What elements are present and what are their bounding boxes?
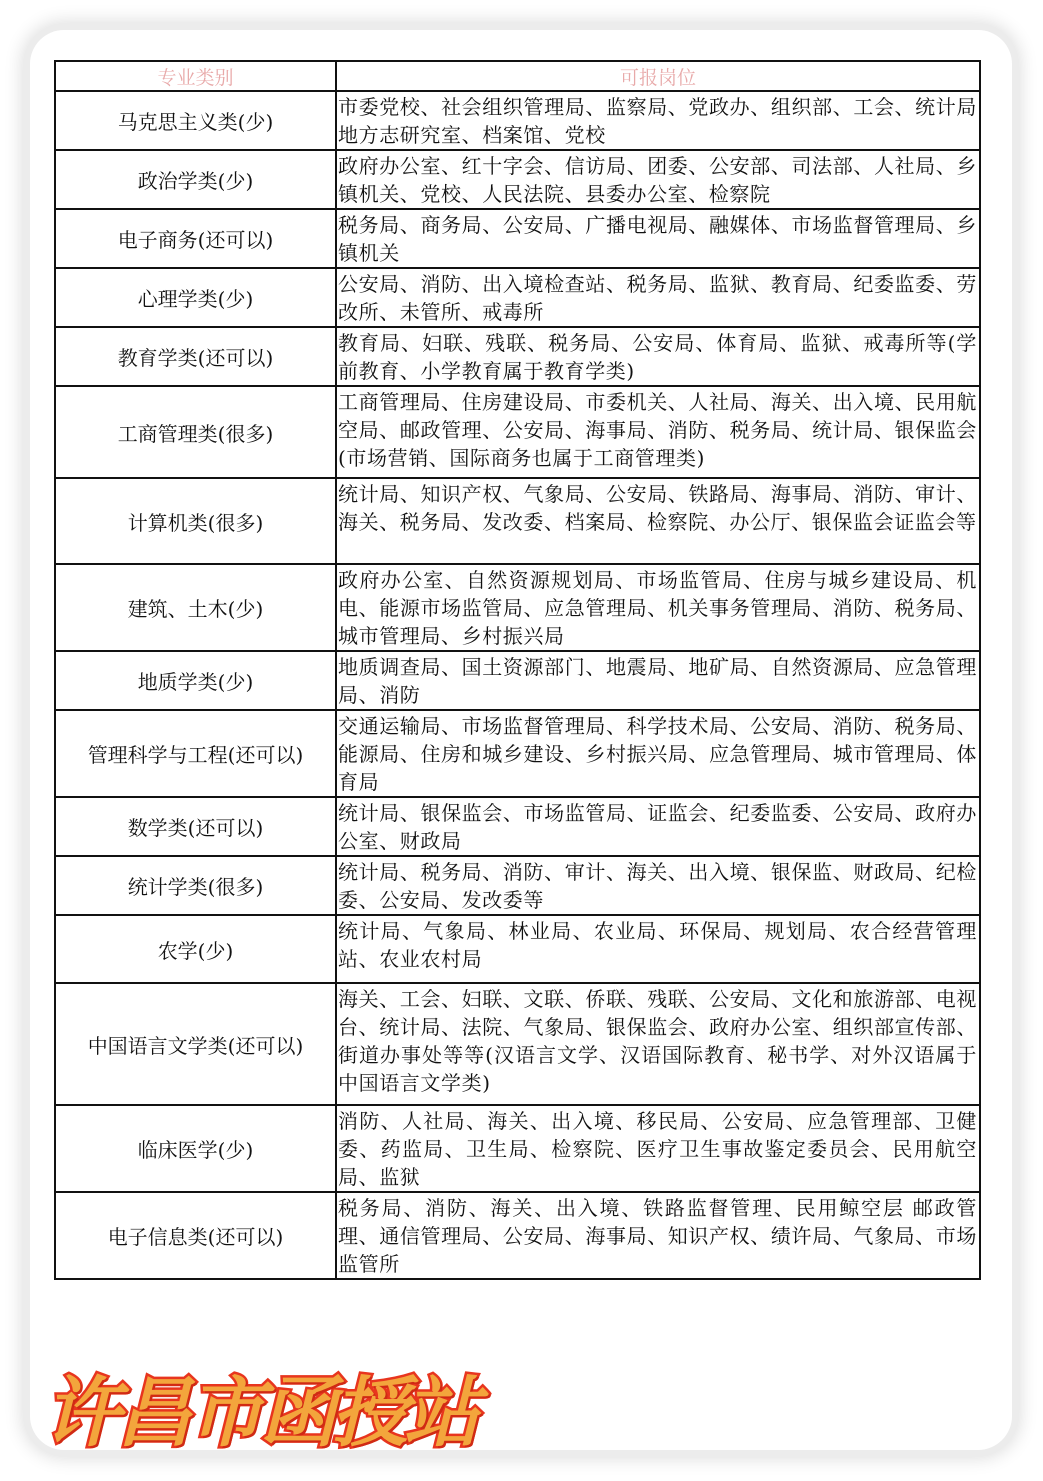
- posts-cell: 地质调查局、国土资源部门、地震局、地矿局、自然资源局、应急管理局、消防: [336, 651, 980, 710]
- posts-cell: 教育局、妇联、残联、税务局、公安局、体育局、监狱、戒毒所等(学前教育、小学教育属于教育学类): [336, 327, 980, 386]
- table-row: [55, 327, 980, 386]
- posts-cell: 政府办公室、红十字会、信访局、团委、公安部、司法部、人社局、乡镇机关、党校、人民法院、县委办公室、检察院: [336, 150, 980, 209]
- table-row: [55, 478, 980, 564]
- posts-cell: 税务局、商务局、公安局、广播电视局、融媒体、市场监督管理局、乡镇机关: [336, 209, 980, 268]
- major-cell: 政治学类(少): [55, 150, 336, 209]
- table-row: [55, 915, 980, 983]
- table-row: [55, 797, 980, 856]
- major-cell: 中国语言文学类(还可以): [55, 983, 336, 1105]
- major-cell: 地质学类(少): [55, 651, 336, 710]
- table-row: [55, 386, 980, 478]
- posts-cell: 统计局、气象局、林业局、农业局、环保局、规划局、农合经营管理站、农业农村局: [336, 915, 980, 983]
- major-cell: 教育学类(还可以): [55, 327, 336, 386]
- table-row: [55, 268, 980, 327]
- table-header-row: [55, 61, 980, 91]
- major-cell: 农学(少): [55, 915, 336, 983]
- brand-logo-text: 许昌市函授站: [44, 1368, 476, 1457]
- table-row: [55, 651, 980, 710]
- header-posts: 可报岗位: [336, 61, 980, 91]
- major-cell: 临床医学(少): [55, 1105, 336, 1192]
- table-row: [55, 1105, 980, 1192]
- major-cell: 数学类(还可以): [55, 797, 336, 856]
- posts-cell: 消防、人社局、海关、出入境、移民局、公安局、应急管理部、卫健委、药监局、卫生局、检察院、医疗卫生事故鉴定委员会、民用航空局、监狱: [336, 1105, 980, 1192]
- posts-cell: 统计局、知识产权、气象局、公安局、铁路局、海事局、消防、审计、海关、税务局、发改委、档案局、检察院、办公厅、银保监会证监会等: [336, 478, 980, 564]
- major-cell: 建筑、土木(少): [55, 564, 336, 651]
- major-cell: 心理学类(少): [55, 268, 336, 327]
- posts-cell: 政府办公室、自然资源规划局、市场监管局、住房与城乡建设局、机电、能源市场监管局、应急管理局、机关事务管理局、消防、税务局、城市管理局、乡村振兴局: [336, 564, 980, 651]
- table-row: [55, 209, 980, 268]
- posts-cell: 公安局、消防、出入境检查站、税务局、监狱、教育局、纪委监委、劳改所、未管所、戒毒所: [336, 268, 980, 327]
- table-row: [55, 1192, 980, 1279]
- posts-cell: 工商管理局、住房建设局、市委机关、人社局、海关、出入境、民用航空局、邮政管理、公安局、海事局、消防、税务局、统计局、银保监会(市场营销、国际商务也属于工商管理类): [336, 386, 980, 478]
- table-row: [55, 983, 980, 1105]
- header-major: 专业类别: [55, 61, 336, 91]
- posts-cell: 交通运输局、市场监督管理局、科学技术局、公安局、消防、税务局、能源局、住房和城乡建设、乡村振兴局、应急管理局、城市管理局、体育局: [336, 710, 980, 797]
- majors-table: [54, 60, 981, 1280]
- major-cell: 统计学类(很多): [55, 856, 336, 915]
- posts-cell: 海关、工会、妇联、文联、侨联、残联、公安局、文化和旅游部、电视台、统计局、法院、气象局、银保监会、政府办公室、组织部宣传部、街道办事处等等(汉语言文学、汉语国际教育、秘书学、对外汉语属于中国语言文学类): [336, 983, 980, 1105]
- major-cell: 电子商务(还可以): [55, 209, 336, 268]
- table-row: [55, 856, 980, 915]
- major-cell: 工商管理类(很多): [55, 386, 336, 478]
- posts-cell: 市委党校、社会组织管理局、监察局、党政办、组织部、工会、统计局地方志研究室、档案馆、党校: [336, 91, 980, 150]
- table-row: [55, 91, 980, 150]
- major-cell: 计算机类(很多): [55, 478, 336, 564]
- table-row: [55, 564, 980, 651]
- table-row: [55, 710, 980, 797]
- major-cell: 电子信息类(还可以): [55, 1192, 336, 1279]
- posts-cell: 统计局、银保监会、市场监管局、证监会、纪委监委、公安局、政府办公室、财政局: [336, 797, 980, 856]
- posts-cell: 税务局、消防、海关、出入境、铁路监督管理、民用鲸空层 邮政管理、通信管理局、公安局、海事局、知识产权、绩许局、气象局、市场监管所: [336, 1192, 980, 1279]
- major-cell: 马克思主义类(少): [55, 91, 336, 150]
- posts-cell: 统计局、税务局、消防、审计、海关、出入境、银保监、财政局、纪检委、公安局、发改委等: [336, 856, 980, 915]
- table-row: [55, 150, 980, 209]
- major-cell: 管理科学与工程(还可以): [55, 710, 336, 797]
